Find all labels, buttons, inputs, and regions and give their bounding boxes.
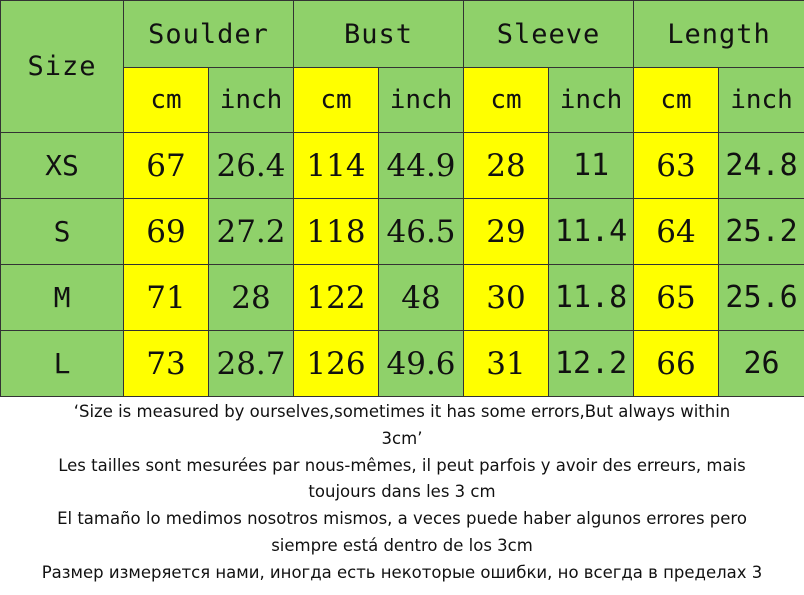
length-cm-cell: 65 bbox=[634, 265, 719, 331]
length-cm-cell: 64 bbox=[634, 199, 719, 265]
sleeve-inch-cell: 11.4 bbox=[549, 199, 634, 265]
table-row bbox=[1, 133, 804, 199]
sleeve-cm-cell: 31 bbox=[464, 331, 549, 397]
unit-header-cm: cm bbox=[464, 68, 549, 133]
size-cell: L bbox=[1, 331, 124, 397]
size-cell: XS bbox=[1, 133, 124, 199]
note-spanish-line-2: siempre está dentro de los 3cm bbox=[271, 535, 533, 555]
bust-cm-cell: 118 bbox=[294, 199, 379, 265]
table-row bbox=[1, 331, 804, 397]
note-french-line-1: Les tailles sont mesurées par nous-mêmes, il peut parfois y avoir des erreurs, mais bbox=[58, 455, 746, 475]
unit-header-cm: cm bbox=[634, 68, 719, 133]
sleeve-header: Sleeve bbox=[464, 1, 634, 68]
shoulder-inch-cell: 26.4 bbox=[209, 133, 294, 199]
size-header: Size bbox=[1, 1, 124, 133]
bust-inch-cell: 44.9 bbox=[379, 133, 464, 199]
sleeve-inch-cell: 11.8 bbox=[549, 265, 634, 331]
table-row bbox=[1, 199, 804, 265]
shoulder-cm-cell: 69 bbox=[124, 199, 209, 265]
header-row-groups bbox=[1, 1, 804, 68]
bust-inch-cell: 48 bbox=[379, 265, 464, 331]
length-inch-cell: 25.2 bbox=[719, 199, 804, 265]
shoulder-cm-cell: 73 bbox=[124, 331, 209, 397]
length-cm-cell: 66 bbox=[634, 331, 719, 397]
table-row bbox=[1, 265, 804, 331]
note-russian-line: Размер измеряется нами, иногда есть некоторые ошибки, но всегда в пределах 3 bbox=[41, 562, 763, 582]
note-english-line-1: ‘Size is measured by ourselves,sometimes it has some errors,But always within bbox=[73, 402, 731, 421]
sleeve-cm-cell: 30 bbox=[464, 265, 549, 331]
length-inch-cell: 24.8 bbox=[719, 133, 804, 199]
unit-header-inch: inch bbox=[379, 68, 464, 133]
note-french-line-2: toujours dans les 3 cm bbox=[308, 482, 496, 502]
size-cell: M bbox=[1, 265, 124, 331]
bust-cm-cell: 114 bbox=[294, 133, 379, 199]
note-spanish-line-1: El tamaño lo medimos nosotros mismos, a veces puede haber algunos errores pero bbox=[57, 509, 747, 529]
bust-inch-cell: 49.6 bbox=[379, 331, 464, 397]
size-cell: S bbox=[1, 199, 124, 265]
sleeve-cm-cell: 28 bbox=[464, 133, 549, 199]
unit-header-cm: cm bbox=[294, 68, 379, 133]
shoulder-cm-cell: 71 bbox=[124, 265, 209, 331]
measurement-notes bbox=[0, 399, 804, 595]
sleeve-cm-cell: 29 bbox=[464, 199, 549, 265]
bust-header: Bust bbox=[294, 1, 464, 68]
unit-header-inch: inch bbox=[209, 68, 294, 133]
unit-header-inch: inch bbox=[719, 68, 804, 133]
sleeve-inch-cell: 12.2 bbox=[549, 331, 634, 397]
bust-cm-cell: 126 bbox=[294, 331, 379, 397]
length-inch-cell: 25.6 bbox=[719, 265, 804, 331]
length-cm-cell: 63 bbox=[634, 133, 719, 199]
shoulder-inch-cell: 28 bbox=[209, 265, 294, 331]
unit-header-inch: inch bbox=[549, 68, 634, 133]
length-header: Length bbox=[634, 1, 804, 68]
shoulder-header: Soulder bbox=[124, 1, 294, 68]
sleeve-inch-cell: 11 bbox=[549, 133, 634, 199]
bust-inch-cell: 46.5 bbox=[379, 199, 464, 265]
unit-header-cm: cm bbox=[124, 68, 209, 133]
shoulder-inch-cell: 28.7 bbox=[209, 331, 294, 397]
length-inch-cell: 26 bbox=[719, 331, 804, 397]
note-english-line-2: 3cm’ bbox=[381, 428, 423, 448]
shoulder-cm-cell: 67 bbox=[124, 133, 209, 199]
shoulder-inch-cell: 27.2 bbox=[209, 199, 294, 265]
bust-cm-cell: 122 bbox=[294, 265, 379, 331]
